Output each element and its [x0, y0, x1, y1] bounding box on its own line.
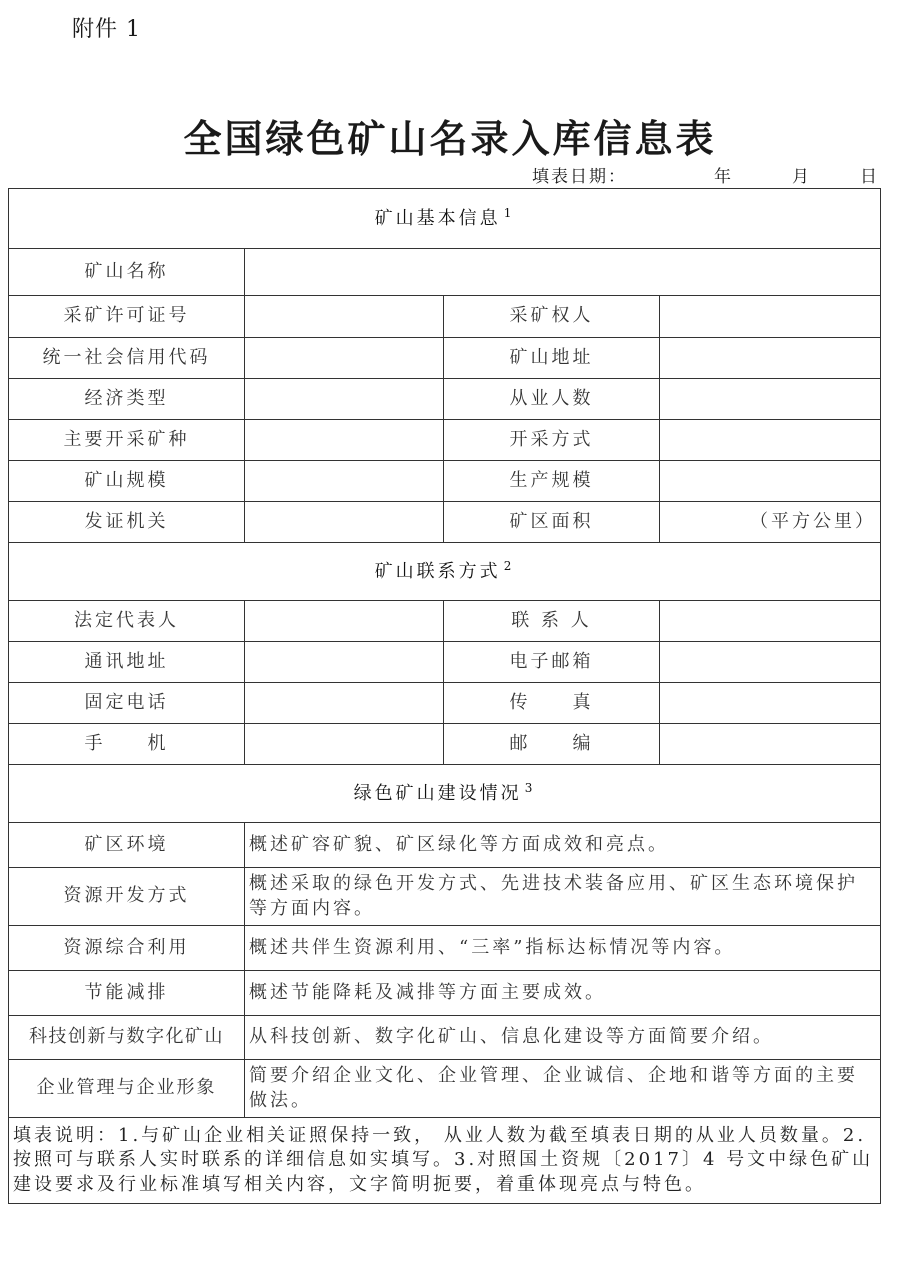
label-tech-innovation: 科技创新与数字化矿山 [9, 1016, 245, 1060]
label-area: 矿区面积 [444, 502, 660, 543]
label-mine-address: 矿山地址 [444, 338, 660, 379]
label-production-scale: 生产规模 [444, 461, 660, 502]
field-legal-rep[interactable] [245, 601, 444, 642]
field-tech-innovation[interactable]: 从科技创新、数字化矿山、信息化建设等方面简要介绍。 [245, 1016, 881, 1060]
label-energy-saving: 节能减排 [9, 971, 245, 1016]
field-resource-development[interactable]: 概述采取的绿色开发方式、先进技术装备应用、矿区生态环境保护等方面内容。 [245, 868, 881, 926]
field-postcode[interactable] [660, 724, 881, 765]
fill-date [532, 162, 879, 187]
field-license-no[interactable] [245, 296, 444, 338]
label-credit-code: 统一社会信用代码 [9, 338, 245, 379]
field-right-holder[interactable] [660, 296, 881, 338]
label-email: 电子邮箱 [444, 642, 660, 683]
label-mining-method: 开采方式 [444, 420, 660, 461]
label-license-no: 采矿许可证号 [9, 296, 245, 338]
field-mine-scale[interactable] [245, 461, 444, 502]
label-enterprise-management: 企业管理与企业形象 [9, 1060, 245, 1118]
section-basic-info: 矿山基本信息 $^1$ [9, 189, 881, 249]
field-production-scale[interactable] [660, 461, 881, 502]
field-enterprise-management[interactable]: 简要介绍企业文化、企业管理、企业诚信、企地和谐等方面的主要做法。 [245, 1060, 881, 1118]
fill-instructions: 填表说明：1.与矿山企业相关证照保持一致， 从业人数为截至填表日期的从业人员数量。2.按照可与联系人实时联系的详细信息如实填写。3.对照国土资规〔2017〕4 号文中绿色矿山建设要求及行业标准填写相关内容，文字简明扼要，着重体现亮点与特色。 [9, 1118, 881, 1204]
label-resource-utilization: 资源综合利用 [9, 926, 245, 971]
label-mobile: 手 机 [9, 724, 245, 765]
label-issuing-authority: 发证机关 [9, 502, 245, 543]
label-employees: 从业人数 [444, 379, 660, 420]
label-mine-name: 矿山名称 [9, 249, 245, 296]
label-mail-address: 通讯地址 [9, 642, 245, 683]
info-form-table [8, 188, 881, 1204]
field-area[interactable]: （平方公里） [660, 502, 881, 543]
page-title: 全国绿色矿山名录入库信息表 [183, 116, 717, 161]
field-energy-saving[interactable]: 概述节能降耗及减排等方面主要成效。 [245, 971, 881, 1016]
field-fax[interactable] [660, 683, 881, 724]
field-credit-code[interactable] [245, 338, 444, 379]
label-postcode: 邮 编 [444, 724, 660, 765]
fill-date-year[interactable]: 年 [714, 167, 733, 187]
label-mine-scale: 矿山规模 [9, 461, 245, 502]
field-contact-person[interactable] [660, 601, 881, 642]
field-main-mineral[interactable] [245, 420, 444, 461]
label-economic-type: 经济类型 [9, 379, 245, 420]
label-right-holder: 采矿权人 [444, 296, 660, 338]
fill-date-label: 填表日期： [532, 167, 627, 187]
field-issuing-authority[interactable] [245, 502, 444, 543]
field-email[interactable] [660, 642, 881, 683]
section-green-mine: 绿色矿山建设情况 $^3$ [9, 765, 881, 823]
fill-date-month[interactable]: 月 [792, 167, 811, 187]
label-contact-person: 联 系 人 [444, 601, 660, 642]
field-mine-address[interactable] [660, 338, 881, 379]
label-fax: 传 真 [444, 683, 660, 724]
field-resource-utilization[interactable]: 概述共伴生资源利用、“三率”指标达标情况等内容。 [245, 926, 881, 971]
field-mining-method[interactable] [660, 420, 881, 461]
field-mine-environment[interactable]: 概述矿容矿貌、矿区绿化等方面成效和亮点。 [245, 823, 881, 868]
label-resource-development: 资源开发方式 [9, 868, 245, 926]
field-mobile[interactable] [245, 724, 444, 765]
field-economic-type[interactable] [245, 379, 444, 420]
label-main-mineral: 主要开采矿种 [9, 420, 245, 461]
label-legal-rep: 法定代表人 [9, 601, 245, 642]
label-mine-environment: 矿区环境 [9, 823, 245, 868]
field-employees[interactable] [660, 379, 881, 420]
fill-date-day[interactable]: 日 [860, 167, 879, 187]
field-mine-name[interactable] [245, 249, 881, 296]
field-phone[interactable] [245, 683, 444, 724]
section-contact: 矿山联系方式 $^2$ [9, 543, 881, 601]
field-mail-address[interactable] [245, 642, 444, 683]
label-phone: 固定电话 [9, 683, 245, 724]
attachment-label: 附件 1 [72, 17, 141, 42]
